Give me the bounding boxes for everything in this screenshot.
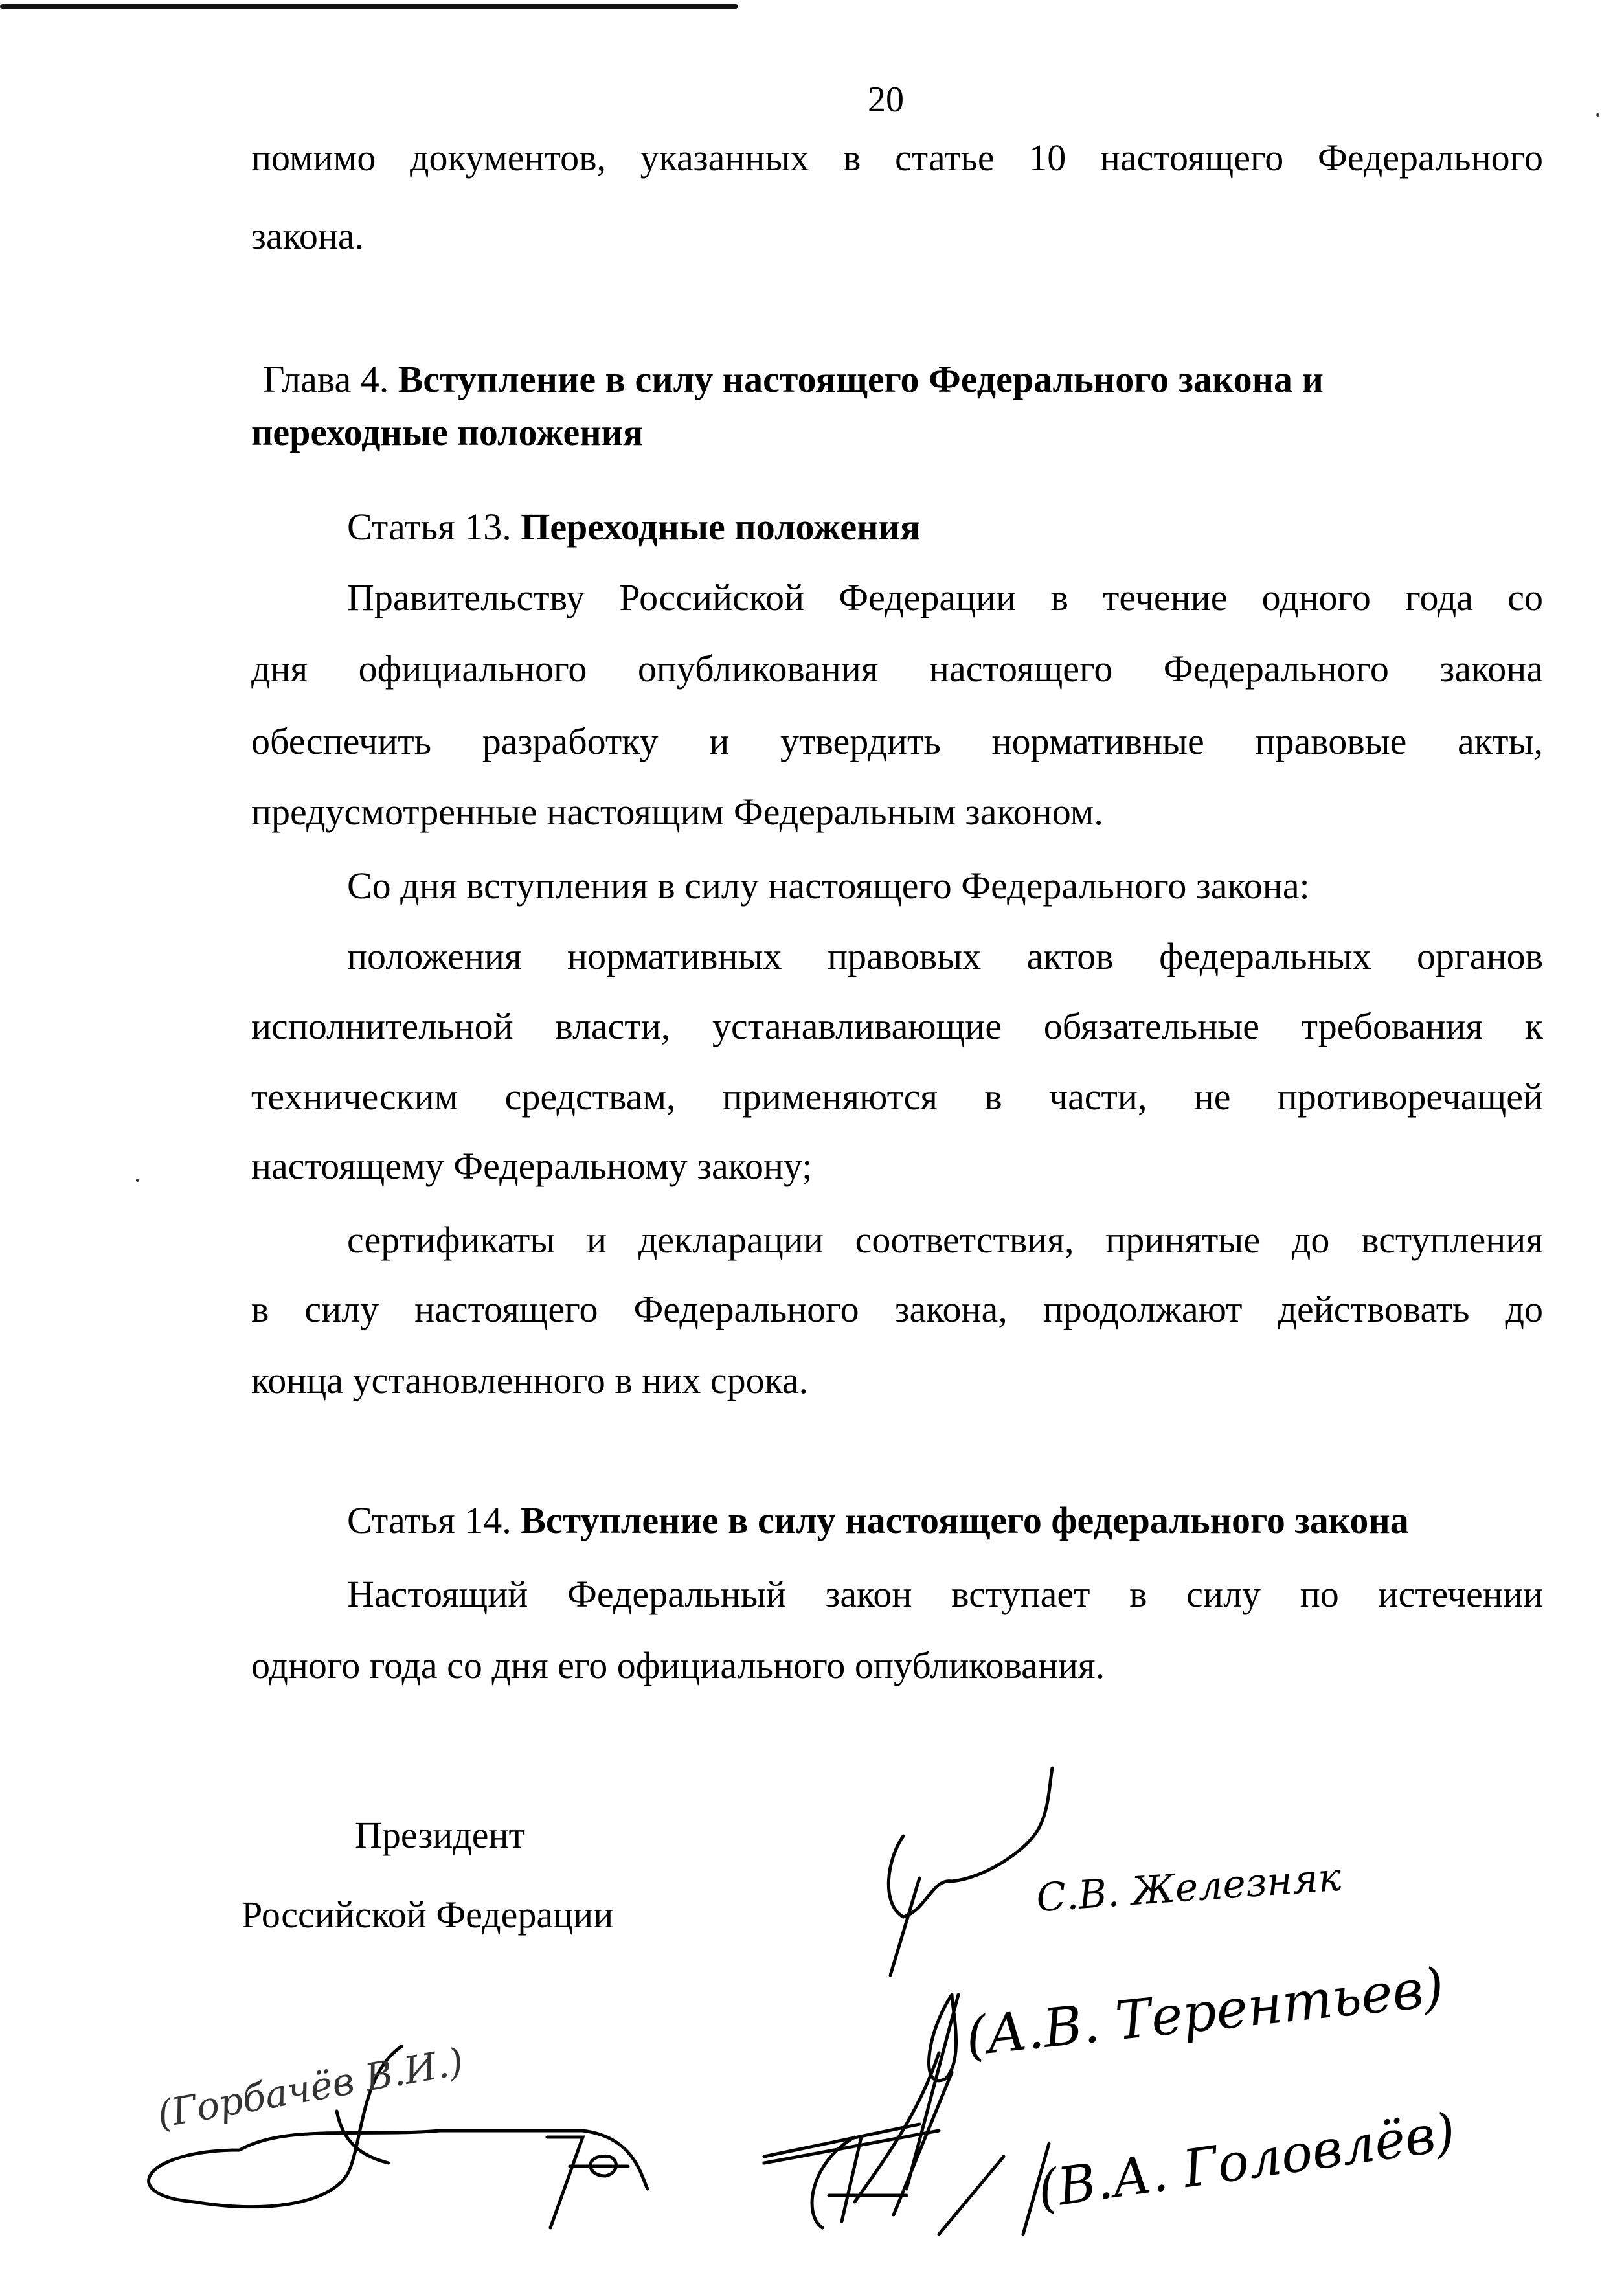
body-line: в силу настоящего Федерального закона, продолжают действовать до [251, 1288, 1543, 1330]
page-number: 20 [868, 80, 904, 120]
body-line: предусмотренные настоящим Федеральным законом. [251, 791, 1103, 833]
body-line: дня официального опубликования настоящего Федерального закона [251, 648, 1543, 690]
body-line: сертификаты и декларации соответствия, принятые до вступления [347, 1219, 1543, 1261]
body-line: одного года со дня его официального опубликования. [251, 1644, 1105, 1686]
article-label: Статья 14. [347, 1499, 521, 1541]
body-line: Настоящий Федеральный закон вступает в силу по истечении [347, 1573, 1543, 1615]
body-line: закона. [251, 215, 365, 257]
body-line: техническим средствам, применяются в части, не противоречащей [251, 1076, 1543, 1118]
body-line: настоящему Федеральному закону; [251, 1145, 813, 1187]
body-line: исполнительной власти, устанавливающие обязательные требования к [251, 1005, 1543, 1047]
article-title: Вступление в силу настоящего федерального закона [521, 1499, 1409, 1541]
chapter-title: Вступление в силу настоящего Федерального закона и [398, 358, 1324, 400]
body-line: конца установленного в них срока. [251, 1359, 809, 1401]
chapter-title-cont: переходные положения [251, 411, 644, 453]
article-label: Статья 13. [347, 506, 521, 548]
handwritten-name-zheleznyak: С.В. Железняк [1035, 1854, 1343, 1921]
scan-speck [1596, 113, 1599, 117]
signatory-title-cont: Российской Федерации [242, 1894, 614, 1936]
body-line: обеспечить разработку и утвердить нормативные правовые акты, [251, 720, 1543, 762]
handwritten-name-gorbachev: (Горбачёв В.И.) [153, 2039, 467, 2137]
article-title: Переходные положения [521, 506, 921, 548]
handwritten-name-terentiev: (А.В. Терентьев) [963, 1956, 1447, 2068]
body-line: положения нормативных правовых актов федеральных органов [347, 935, 1543, 977]
chapter-label: Глава 4. [263, 358, 398, 400]
body-line: Со дня вступления в силу настоящего Федерального закона: [347, 865, 1310, 907]
body-line: Правительству Российской Федерации в течение одного года со [347, 576, 1543, 618]
body-line: помимо документов, указанных в статье 10 настоящего Федерального [251, 137, 1543, 179]
scan-speck [136, 1179, 139, 1182]
handwritten-name-golovlev: (В.А. Головлёв) [1033, 2101, 1460, 2220]
signatory-title: Президент [355, 1814, 525, 1856]
